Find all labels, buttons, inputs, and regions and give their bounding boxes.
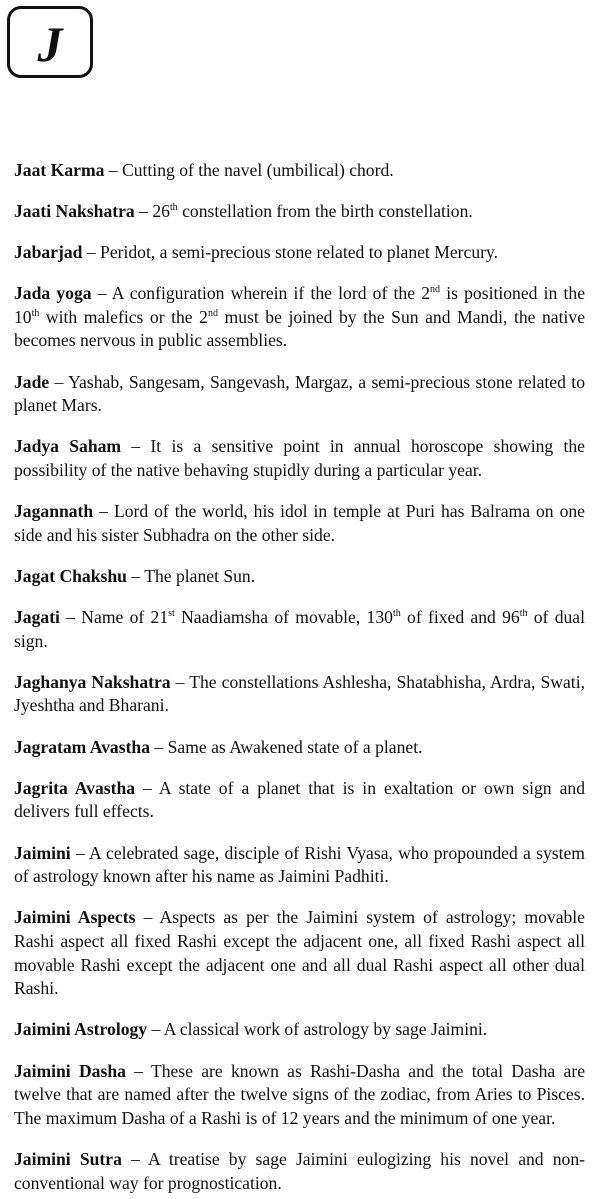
glossary-entry: [14, 736, 585, 760]
glossary-entry: [14, 435, 585, 482]
entry-definition: – Lord of the world, his idol in temple at Puri has Balrama on one side and his sister Subhadra on the other side.: [14, 501, 585, 545]
ordinal-suffix: st: [168, 608, 175, 620]
entry-definition: – A treatise by sage Jaimini eulogizing his novel and non-conventional way for prognostication.: [14, 1148, 585, 1193]
entry-term: Jagratam Avastha: [14, 736, 151, 757]
glossary-entry: [14, 842, 585, 889]
entry-term: Jagati: [14, 607, 60, 628]
glossary-entry: [14, 565, 585, 589]
glossary-entry: [14, 500, 585, 547]
entry-definition: – Cutting of the navel (umbilical) chord.: [104, 159, 394, 180]
entry-term: Jade: [14, 371, 50, 392]
entry-definition: with malefics or the 2: [39, 306, 208, 327]
glossary-entry: [14, 241, 585, 265]
entry-definition: – Yashab, Sangesam, Sangevash, Margaz, a semi-precious stone related to planet Mars.: [14, 371, 585, 416]
entry-definition: is positioned in the 10: [14, 283, 585, 327]
glossary-entry: [14, 671, 585, 718]
glossary-entry: [14, 159, 585, 183]
entry-definition: – A state of a planet that is in exaltation or own sign and delivers full effects.: [14, 777, 585, 822]
glossary-entry: [14, 371, 585, 418]
entry-definition: constellation from the birth constellation.: [177, 200, 473, 221]
entry-definition: – 26: [134, 200, 170, 221]
glossary-entry: [14, 1060, 585, 1131]
ordinal-suffix: th: [169, 201, 178, 213]
glossary-entry: [14, 906, 585, 1000]
glossary-entries: [14, 141, 585, 1199]
glossary-entry: [14, 1018, 585, 1042]
entry-definition: – A celebrated sage, disciple of Rishi Vyasa, who propounded a system of astrology known after his name as Jaimini Padhiti.: [14, 842, 585, 887]
entry-term: Jadya Saham: [14, 436, 122, 457]
entry-definition: of dual sign.: [14, 607, 585, 651]
glossary-entry: [14, 1148, 585, 1195]
glossary-entry: [14, 200, 585, 224]
ordinal-suffix: th: [392, 608, 401, 620]
entry-definition: – A configuration wherein if the lord of the 2: [91, 283, 431, 304]
entry-term: Jagannath: [14, 501, 94, 522]
entry-term: Jaimini Dasha: [14, 1060, 126, 1081]
entry-definition: – These are known as Rashi-Dasha and the total Dasha are twelve that are named after the twelve signs of the zodiac, from Aries to Pisces. The maximum Dasha of a Rashi is of 12 years and the minimum of one year.: [14, 1060, 585, 1128]
entry-definition: – A classical work of astrology by sage Jaimini.: [147, 1019, 488, 1040]
entry-definition: of fixed and 96: [400, 607, 520, 628]
entry-definition: – Aspects as per the Jaimini system of astrology; movable Rashi aspect all fixed Rashi except the adjacent one, all fixed Rashi aspect all movable Rashi except the adjacent one and all dual Rashi aspect all other dual Rashi.: [14, 907, 585, 999]
entry-definition: – Name of 21: [59, 607, 169, 628]
entry-definition: – The constellations Ashlesha, Shatabhisha, Ardra, Swati, Jyeshtha and Bharani.: [14, 671, 585, 716]
section-letter: J: [37, 16, 63, 72]
section-letter-box: [7, 6, 93, 78]
entry-term: Jada yoga: [14, 283, 92, 304]
ordinal-suffix: th: [519, 608, 528, 620]
entry-term: Jabarjad: [14, 241, 83, 262]
entry-definition: – The planet Sun.: [126, 565, 256, 586]
glossary-entry: [14, 282, 585, 353]
glossary-entry: [14, 777, 585, 824]
ordinal-suffix: nd: [207, 307, 218, 319]
entry-definition: – It is a sensitive point in annual horoscope showing the possibility of the native behaving stupidly during a particular year.: [14, 436, 585, 480]
entry-term: Jaimini: [14, 842, 71, 863]
entry-definition: Naadiamsha of movable, 130: [174, 607, 393, 628]
entry-term: Jaimini Aspects: [14, 907, 136, 928]
entry-term: Jaat Karma: [14, 159, 105, 180]
ordinal-suffix: th: [31, 307, 40, 319]
entry-term: Jaati Nakshatra: [14, 200, 135, 221]
entry-definition: – Peridot, a semi-precious stone related to planet Mercury.: [82, 241, 499, 262]
glossary-entry: [14, 606, 585, 653]
entry-term: Jaimini Sutra: [14, 1148, 122, 1169]
entry-term: Jagat Chakshu: [14, 565, 127, 586]
entry-definition: must be joined by the Sun and Mandi, the native becomes nervous in public assemblies.: [14, 306, 585, 351]
entry-term: Jaimini Astrology: [14, 1019, 148, 1040]
entry-term: Jagrita Avastha: [14, 777, 136, 798]
entry-term: Jaghanya Nakshatra: [14, 671, 171, 692]
entry-definition: – Same as Awakened state of a planet.: [150, 736, 423, 757]
ordinal-suffix: nd: [430, 284, 441, 296]
